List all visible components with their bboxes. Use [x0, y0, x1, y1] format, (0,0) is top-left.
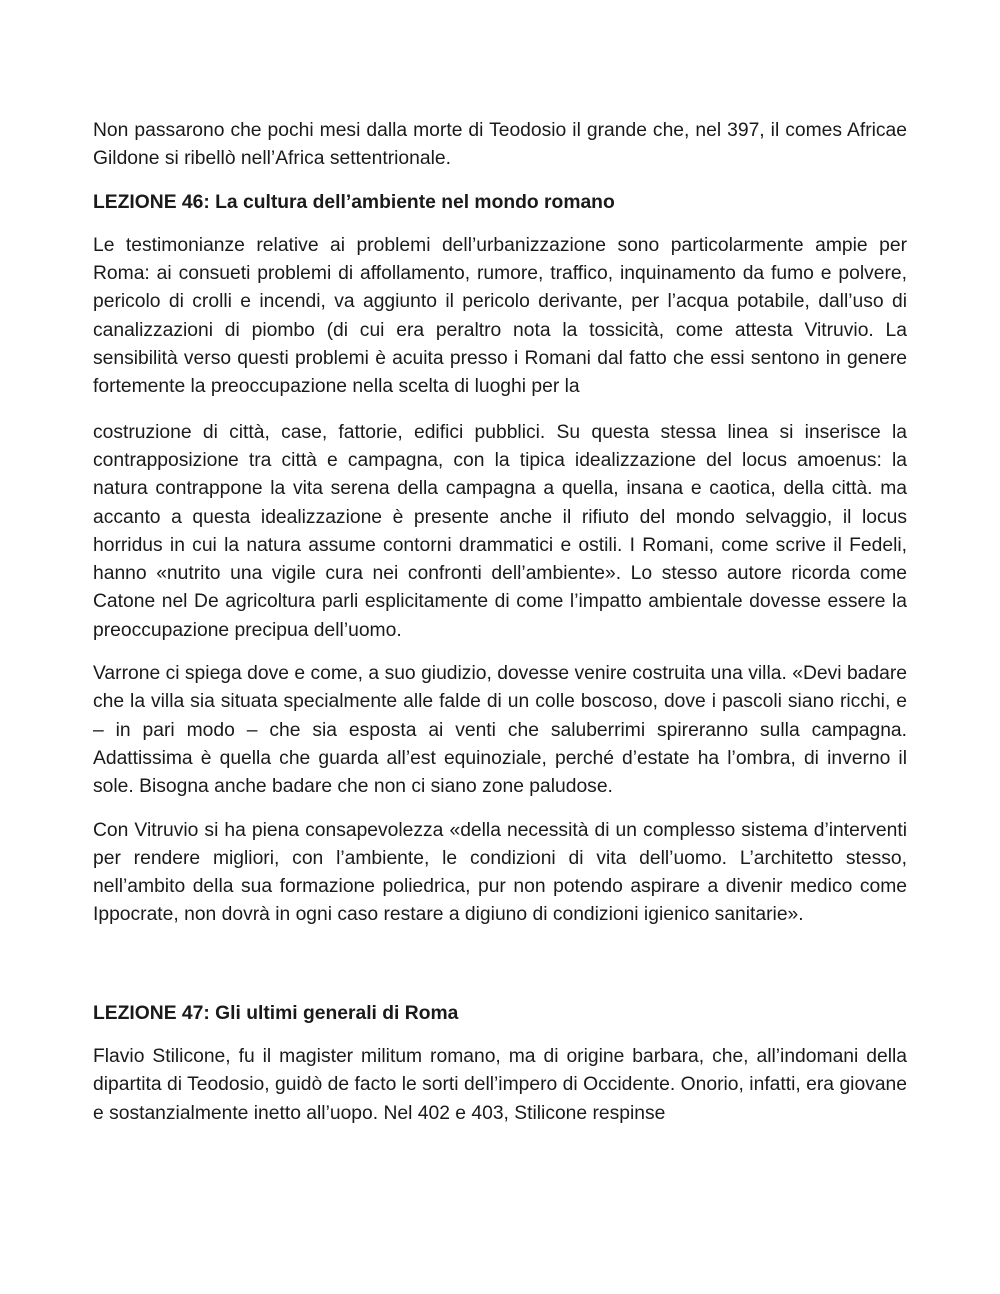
- intro-paragraph: Non passarono che pochi mesi dalla morte di Teodosio il grande che, nel 397, il comes Africae Gildone si ribellò nell’Africa settentrionale.: [93, 120, 907, 170]
- lesson-46-paragraph-3: Varrone ci spiega dove e come, a suo giudizio, dovesse venire costruita una villa. «Devi badare che la villa sia situata specialmente alle falde di un colle boscoso, dove i pascoli siano ricchi, e – in pari modo – che sia esposta ai venti che saluberrimi spireranno sulla campagna. Adattissima è quella che guarda all’est equinoziale, perché d’estate ha l’ombra, di inverno il sole. Bisogna anche badare che non ci siano zone paludose.: [93, 663, 907, 798]
- lesson-46-paragraph-2: costruzione di città, case, fattorie, edifici pubblici. Su questa stessa linea si inserisce la contrapposizione tra città e campagna, con la tipica idealizzazione del locus amoenus: la natura contrappone la vita serena della campagna a quella, insana e caotica, della città. ma accanto a questa idealizzazione è presente anche il rifiuto del mondo selvaggio, il locus horridus in cui la natura assume contorni drammatici e ostili. I Romani, come scrive il Fedeli, hanno «nutrito una vigile cura nei confronti dell’ambiente». Lo stesso autore ricorda come Catone nel De agricoltura parli esplicitamente di come l’impatto ambientale dovesse essere la preoccupazione precipua dell’uomo.: [93, 421, 907, 641]
- document-page: [93, 117, 907, 1143]
- lesson-46-heading: LEZIONE 46: La cultura dell’ambiente nel mondo romano: [93, 191, 615, 213]
- lesson-46-paragraph-1: Le testimonianze relative ai problemi dell’urbanizzazione sono particolarmente ampie per Roma: ai consueti problemi di affollamento, rumore, traffico, inquinamento da fumo e polvere, pericolo di crolli e incendi, va aggiunto il pericolo derivante, per l’acqua potabile, dall’uso di canalizzazioni di piombo (di cui era peraltro nota la tossicità, come attesta Vitruvio. La sensibilità verso questi problemi è acuita presso i Romani dal fatto che essi sentono in genere fortemente la preoccupazione nella scelta di luoghi per la: [93, 234, 907, 398]
- lesson-47-heading: LEZIONE 47: Gli ultimi generali di Roma: [93, 1002, 459, 1024]
- lesson-46-paragraph-4: Con Vitruvio si ha piena consapevolezza «della necessità di un complesso sistema d’interventi per rendere migliori, con l’ambiente, le condizioni di vita dell’uomo. L’architetto stesso, nell’ambito della sua formazione poliedrica, pur non potendo aspirare a divenir medico come Ippocrate, non dovrà in ogni caso restare a digiuno di condizioni igienico sanitarie».: [93, 819, 907, 926]
- lesson-47-paragraph-1: Flavio Stilicone, fu il magister militum romano, ma di origine barbara, che, all’indomani della dipartita di Teodosio, guidò de facto le sorti dell’impero di Occidente. Onorio, infatti, era giovane e sostanzialmente inetto all’uopo. Nel 402 e 403, Stilicone respinse: [93, 1046, 907, 1124]
